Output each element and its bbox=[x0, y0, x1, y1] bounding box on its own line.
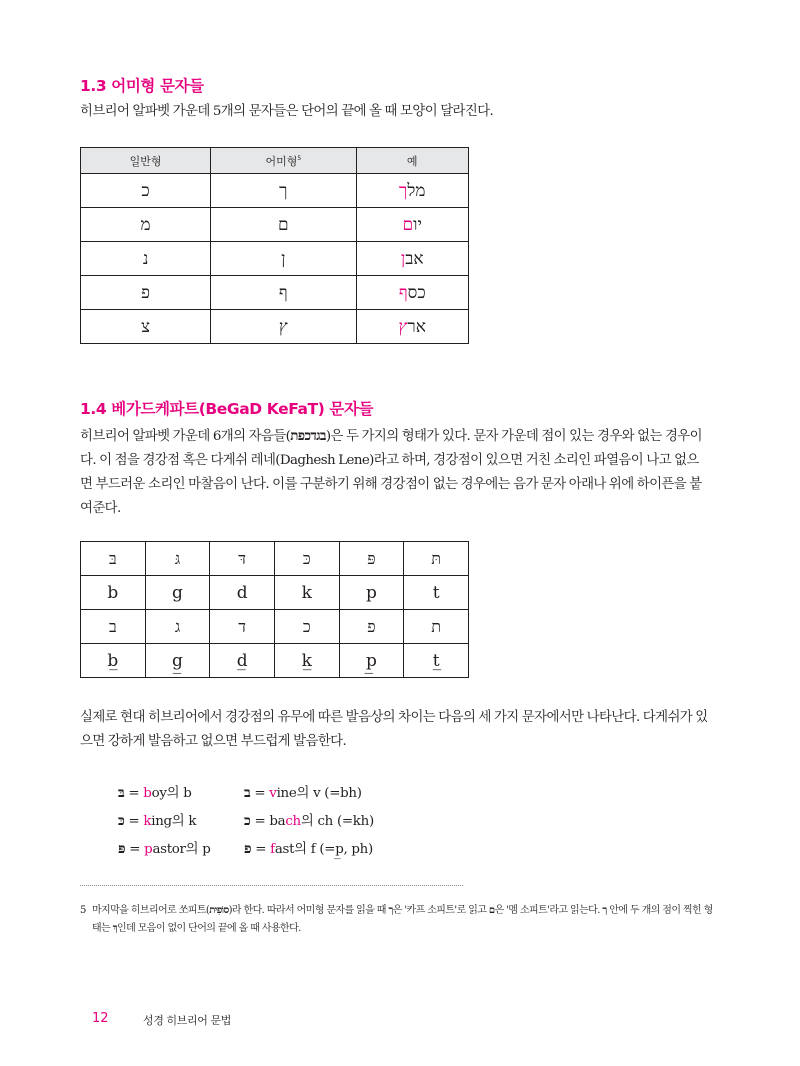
hard-sound: b bbox=[81, 576, 146, 610]
header-example: 예 bbox=[356, 148, 469, 174]
example-rest: oy의 b bbox=[151, 786, 192, 801]
dagesh-letter: דּ bbox=[210, 542, 275, 576]
section-1-3-title: 1.3 어미형 문자들 bbox=[80, 77, 204, 95]
hebrew-letter: כּ bbox=[118, 813, 125, 829]
example-word bbox=[356, 310, 469, 344]
dagesh-letter: גּ bbox=[145, 542, 210, 576]
footnote-ref: 5 bbox=[297, 154, 302, 162]
dagesh-letter: בּ bbox=[81, 542, 146, 576]
example-final-letter: ך bbox=[399, 180, 408, 201]
hard-sound: p bbox=[339, 576, 404, 610]
final-letter: ם bbox=[211, 208, 356, 242]
paragraph-text: )은 두 가지의 형태가 있다. 문자 가운데 점이 있는 경우와 없는 경우이다. 이 점을 경강점 혹은 다게쉬 레네(Daghesh Lene)라고 하며, 경강점이 있으면 거친 소리인 파열음이 나고 없으면 부드러운 소리인 마찰음이 난다. 이를 구분하기 위해 경강점이 없는 경우에는 음가 문자 아래나 위에 하이픈을 붙여준다. bbox=[80, 429, 702, 516]
example-final-letter: ף bbox=[398, 282, 408, 303]
example-word-stem: כס bbox=[407, 282, 426, 303]
equals: = bbox=[250, 786, 270, 801]
example-p-hard bbox=[118, 838, 211, 858]
example-word bbox=[356, 276, 469, 310]
soft-sound: k̲ bbox=[274, 644, 339, 678]
final-letter: ך bbox=[211, 174, 356, 208]
footnote-segment: 안에 두 개의 점이 찍힌 형태는 bbox=[92, 905, 713, 934]
soft-sound: b̲ bbox=[81, 644, 146, 678]
final-letter: ן bbox=[211, 242, 356, 276]
example-word-stem: אר bbox=[407, 316, 426, 337]
plain-letters-row bbox=[81, 610, 469, 644]
hard-sound: k bbox=[274, 576, 339, 610]
section-1-4-paragraph bbox=[80, 424, 710, 521]
example-b-hard bbox=[118, 782, 191, 802]
hebrew-letter: ך bbox=[602, 905, 607, 916]
equals: = bbox=[125, 842, 145, 857]
equals: = bbox=[250, 814, 270, 829]
plain-letter: ב bbox=[81, 610, 146, 644]
example-word-stem: מל bbox=[407, 180, 426, 201]
plain-letter: כ bbox=[274, 610, 339, 644]
example-k-soft bbox=[244, 810, 374, 830]
dagesh-letter: תּ bbox=[404, 542, 469, 576]
pronunciation-paragraph: 실제로 현대 히브리어에서 경강점의 유무에 따른 발음상의 차이는 다음의 세 가지 문자에서만 나타난다. 다게쉬가 있으면 강하게 발음하고 없으면 부드럽게 발음한다. bbox=[80, 710, 708, 749]
example-word bbox=[356, 174, 469, 208]
example-final-letter: ץ bbox=[398, 316, 408, 337]
final-letter: ף bbox=[211, 276, 356, 310]
example-final-letter: ן bbox=[400, 248, 406, 269]
hebrew-word: סוֹפִית bbox=[209, 905, 229, 916]
page-number: 12 bbox=[92, 1011, 109, 1026]
example-rest: ast의 f (=p̲, ph) bbox=[274, 842, 373, 857]
normal-letter: צ bbox=[81, 310, 211, 344]
section-1-3-intro: 히브리어 알파벳 가운데 5개의 문자들은 단어의 끝에 올 때 모양이 달라진다. bbox=[80, 104, 494, 119]
header-normal-form: 일반형 bbox=[81, 148, 211, 174]
running-title: 성경 히브리어 문법 bbox=[143, 1014, 232, 1027]
highlighted-sound: f bbox=[270, 842, 275, 857]
header-final-form-label: 어미형 bbox=[265, 154, 298, 168]
hard-sound: d bbox=[210, 576, 275, 610]
normal-letter: מ bbox=[81, 208, 211, 242]
example-word-stem: יו bbox=[413, 214, 422, 235]
final-forms-table bbox=[80, 147, 469, 344]
plain-letter: פ bbox=[339, 610, 404, 644]
plain-letter: ת bbox=[404, 610, 469, 644]
hebrew-letter: כ bbox=[244, 813, 251, 829]
example-word bbox=[356, 242, 469, 276]
soft-sound: t̲ bbox=[404, 644, 469, 678]
example-prefix: ba bbox=[269, 814, 286, 829]
example-b-soft bbox=[244, 782, 362, 802]
example-rest: ine의 v (=bh) bbox=[276, 786, 362, 801]
dagesh-letter: פּ bbox=[339, 542, 404, 576]
footnote-segment: 은 '멤 소피트'라고 읽는다. bbox=[494, 905, 603, 916]
normal-letter: פ bbox=[81, 276, 211, 310]
highlighted-sound: ch bbox=[285, 814, 301, 829]
example-word-stem: אב bbox=[405, 248, 424, 269]
section-1-4-title: 1.4 베가드케파트(BeGaD KeFaT) 문자들 bbox=[80, 400, 374, 418]
example-rest: ing의 k bbox=[151, 814, 197, 829]
plain-letter: ד bbox=[210, 610, 275, 644]
normal-letter: כ bbox=[81, 174, 211, 208]
footnote-segment: 은 '카프 소피트'로 읽고 bbox=[392, 905, 489, 916]
hebrew-letter: פּ bbox=[118, 841, 126, 857]
footnote bbox=[80, 902, 720, 938]
table-header-row bbox=[81, 148, 469, 174]
example-word bbox=[356, 208, 469, 242]
equals: = bbox=[124, 786, 144, 801]
table-row bbox=[81, 174, 469, 208]
footnote-number: 5 bbox=[80, 905, 86, 916]
soft-sound-row bbox=[81, 644, 469, 678]
header-final-form bbox=[211, 148, 356, 174]
paragraph-text: 히브리어 알파벳 가운데 6개의 자음들( bbox=[80, 429, 291, 444]
footnote-text bbox=[92, 902, 720, 938]
footnote-segment: )라 한다. 따라서 어미형 문자를 읽을 때 bbox=[228, 905, 389, 916]
soft-sound: g̲ bbox=[145, 644, 210, 678]
equals: = bbox=[124, 814, 144, 829]
hebrew-letter: ב bbox=[244, 785, 251, 801]
plain-letter: ג bbox=[145, 610, 210, 644]
normal-letter: נ bbox=[81, 242, 211, 276]
highlighted-sound: p bbox=[144, 842, 153, 857]
hebrew-letter: פ bbox=[244, 841, 252, 857]
example-p-soft bbox=[244, 838, 373, 858]
final-letter: ץ bbox=[211, 310, 356, 344]
footnote-segment: 마지막을 히브리어로 쏘피트( bbox=[92, 905, 210, 916]
begadkefat-letters: בגדכפת bbox=[290, 428, 326, 444]
hebrew-letter: ם bbox=[488, 905, 495, 916]
table-row bbox=[81, 208, 469, 242]
table-row bbox=[81, 242, 469, 276]
hebrew-letter: ךְ bbox=[112, 923, 118, 934]
footnote-divider bbox=[80, 885, 463, 886]
dagesh-letter: כּ bbox=[274, 542, 339, 576]
hebrew-letter: ך bbox=[388, 905, 393, 916]
highlighted-sound: v bbox=[269, 786, 277, 801]
example-final-letter: ם bbox=[402, 214, 414, 235]
footnote-segment: 인데 모음이 없이 단어의 끝에 올 때 사용한다. bbox=[117, 923, 301, 934]
hard-sound: t bbox=[404, 576, 469, 610]
dagesh-letters-row bbox=[81, 542, 469, 576]
example-k-hard bbox=[118, 810, 196, 830]
example-rest: 의 ch (=kh) bbox=[300, 814, 374, 829]
highlighted-sound: b bbox=[143, 786, 152, 801]
soft-sound: p̲ bbox=[339, 644, 404, 678]
table-row bbox=[81, 276, 469, 310]
soft-sound: d̲ bbox=[210, 644, 275, 678]
hard-sound-row bbox=[81, 576, 469, 610]
equals: = bbox=[251, 842, 271, 857]
hebrew-letter: בּ bbox=[118, 785, 125, 801]
begadkefat-table bbox=[80, 541, 469, 678]
table-row bbox=[81, 310, 469, 344]
highlighted-sound: k bbox=[143, 814, 152, 829]
hard-sound: g bbox=[145, 576, 210, 610]
example-rest: astor의 p bbox=[152, 842, 211, 857]
